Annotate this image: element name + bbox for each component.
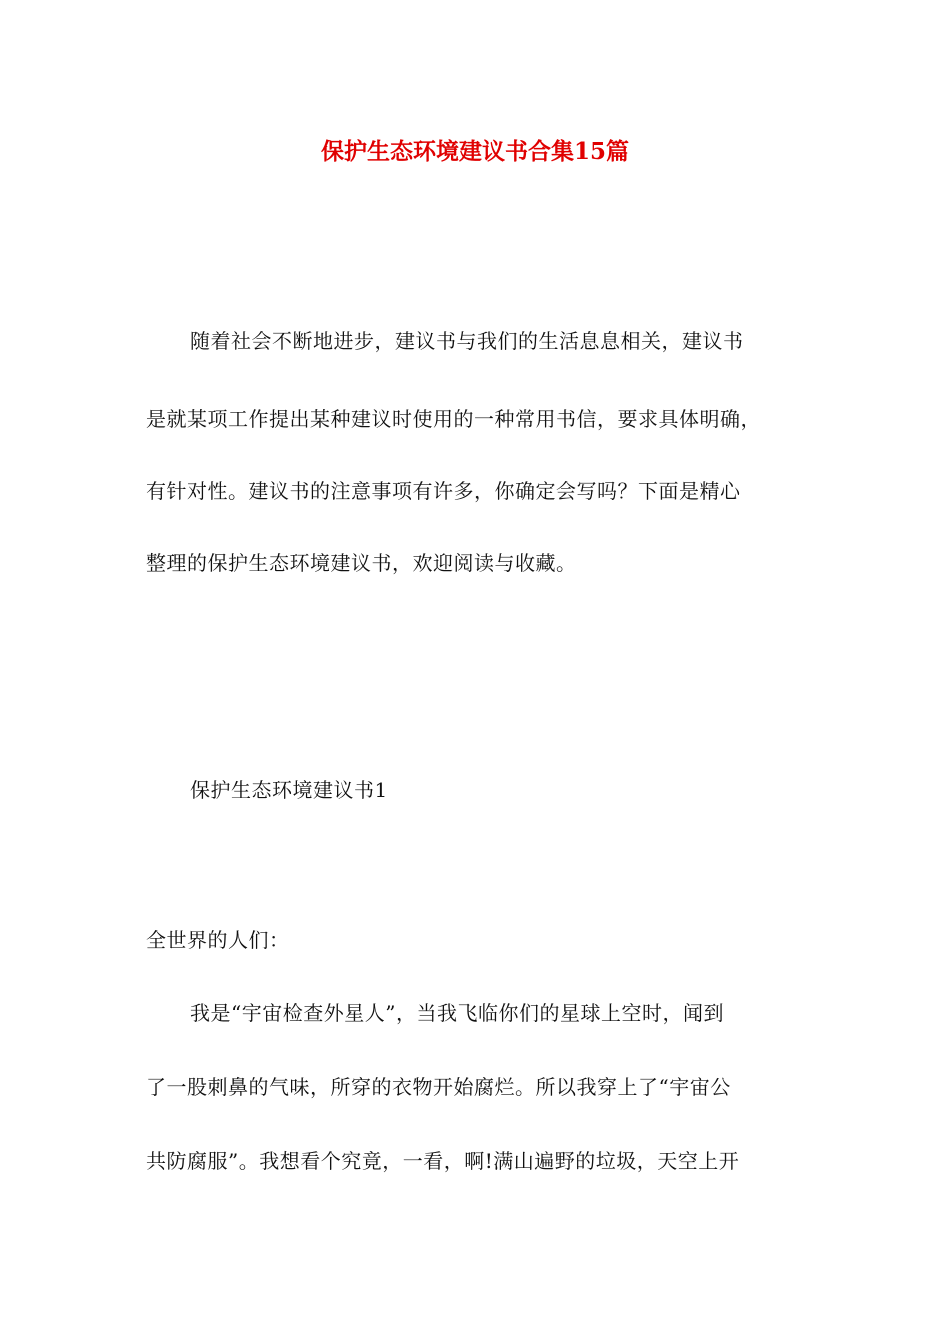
intro-line-1: 随着社会不断地进步，建议书与我们的生活息息相关，建议书: [190, 329, 744, 353]
intro-line-2: 是就某项工作提出某种建议时使用的一种常用书信，要求具体明确，: [146, 407, 761, 431]
document-title: 保护生态环境建议书合集15篇: [320, 138, 629, 165]
intro-line-3: 有针对性。建议书的注意事项有许多，你确定会写吗？下面是精心: [146, 479, 741, 503]
body-line-3: 共防腐服”。我想看个究竟，一看，啊!满山遍野的垃圾，天空上开: [146, 1149, 740, 1173]
salutation: 全世界的人们：: [146, 928, 290, 952]
section-heading: 保护生态环境建议书1: [190, 778, 388, 802]
body-line-1: 我是“宇宙检查外星人”，当我飞临你们的星球上空时，闻到: [190, 1001, 724, 1025]
body-line-2: 了一股刺鼻的气味，所穿的衣物开始腐烂。所以我穿上了“宇宙公: [146, 1075, 731, 1099]
intro-line-4: 整理的保护生态环境建议书，欢迎阅读与收藏。: [146, 551, 577, 575]
